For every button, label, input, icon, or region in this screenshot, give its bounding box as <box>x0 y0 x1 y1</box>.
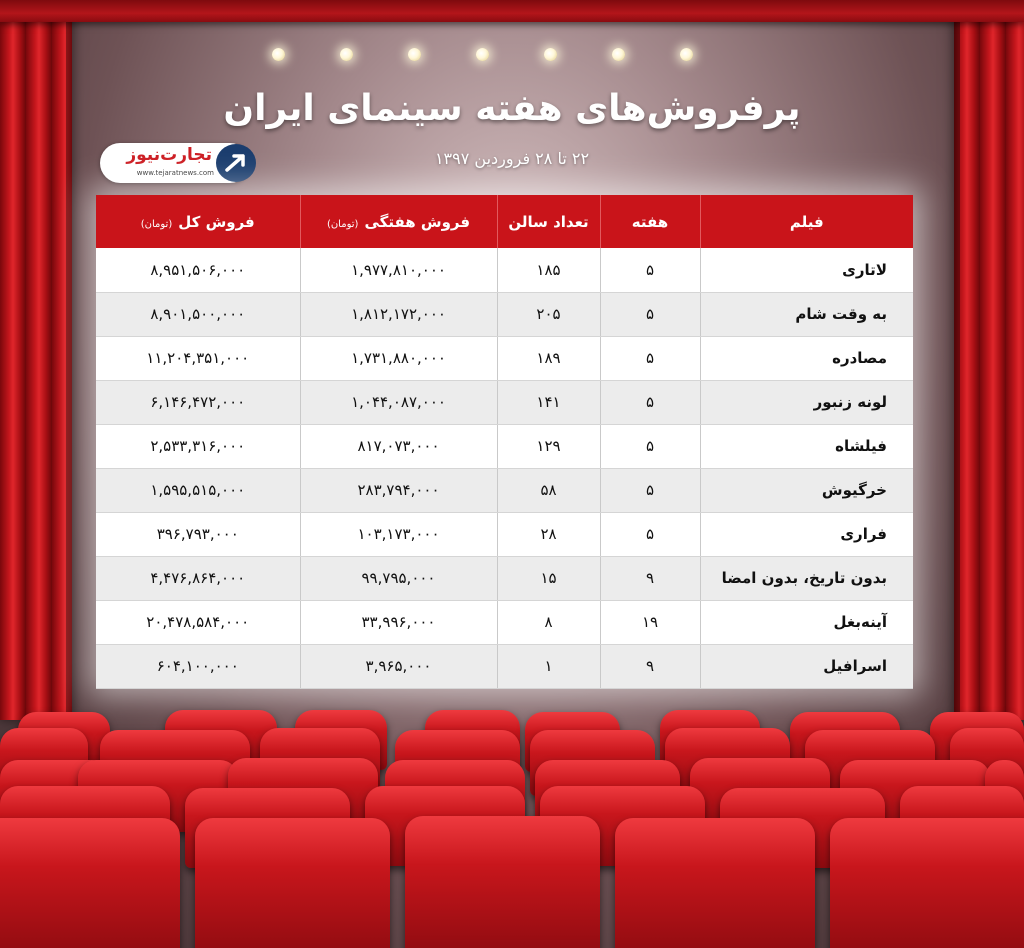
table-row <box>96 644 913 688</box>
weekly-sales: ۲۸۳,۷۹۴,۰۰۰ <box>300 468 497 512</box>
stage-light <box>680 48 693 61</box>
film-name: لونه زنبور <box>700 380 913 424</box>
week-count: ۵ <box>600 468 700 512</box>
cinema-seats <box>0 700 1024 948</box>
stage-light <box>408 48 421 61</box>
week-count: ۵ <box>600 424 700 468</box>
seat <box>830 818 1024 948</box>
total-sales: ۶۰۴,۱۰۰,۰۰۰ <box>96 644 300 688</box>
week-count: ۵ <box>600 248 700 292</box>
hall-count: ۱۲۹ <box>497 424 600 468</box>
stage-lights <box>272 48 740 62</box>
logo-url: www.tejaratnews.com <box>136 169 214 177</box>
curtain-valance <box>0 0 1024 22</box>
seat <box>0 818 180 948</box>
weekly-sales: ۳,۹۶۵,۰۰۰ <box>300 644 497 688</box>
weekly-sales: ۳۳,۹۹۶,۰۰۰ <box>300 600 497 644</box>
box-office-table <box>96 195 913 688</box>
week-count: ۹ <box>600 556 700 600</box>
week-count: ۵ <box>600 292 700 336</box>
logo-name: تجارت‌نیوز <box>126 145 212 165</box>
stage-light <box>272 48 285 61</box>
total-sales: ۸,۹۵۱,۵۰۶,۰۰۰ <box>96 248 300 292</box>
week-count: ۵ <box>600 512 700 556</box>
hall-count: ۲۸ <box>497 512 600 556</box>
hall-count: ۱۴۱ <box>497 380 600 424</box>
weekly-sales: ۸۱۷,۰۷۳,۰۰۰ <box>300 424 497 468</box>
table-row <box>96 424 913 468</box>
film-name: بدون تاریخ، بدون امضا <box>700 556 913 600</box>
table-row <box>96 336 913 380</box>
week-count: ۵ <box>600 336 700 380</box>
col-header-week: هفته <box>600 195 700 248</box>
stage-light <box>544 48 557 61</box>
col-header-film: فیلم <box>700 195 913 248</box>
table-row <box>96 600 913 644</box>
film-name: آینه‌بغل <box>700 600 913 644</box>
hall-count: ۵۸ <box>497 468 600 512</box>
film-name: به وقت شام <box>700 292 913 336</box>
total-sales: ۸,۹۰۱,۵۰۰,۰۰۰ <box>96 292 300 336</box>
total-sales: ۱۱,۲۰۴,۳۵۱,۰۰۰ <box>96 336 300 380</box>
weekly-sales: ۱,۸۱۲,۱۷۲,۰۰۰ <box>300 292 497 336</box>
total-sales: ۲۰,۴۷۸,۵۸۴,۰۰۰ <box>96 600 300 644</box>
film-name: فیلشاه <box>700 424 913 468</box>
weekly-sales: ۹۹,۷۹۵,۰۰۰ <box>300 556 497 600</box>
hall-count: ۱۸۵ <box>497 248 600 292</box>
table-header-row <box>96 195 913 248</box>
film-name: خرگیوش <box>700 468 913 512</box>
page-title: پرفروش‌های هفته سینمای ایران <box>223 88 801 129</box>
film-name: مصادره <box>700 336 913 380</box>
film-name: اسرافیل <box>700 644 913 688</box>
hall-count: ۱۵ <box>497 556 600 600</box>
stage-light <box>340 48 353 61</box>
table-row <box>96 556 913 600</box>
table-row <box>96 468 913 512</box>
total-sales: ۱,۵۹۵,۵۱۵,۰۰۰ <box>96 468 300 512</box>
total-sales: ۲,۵۳۳,۳۱۶,۰۰۰ <box>96 424 300 468</box>
week-count: ۹ <box>600 644 700 688</box>
weekly-sales: ۱,۹۷۷,۸۱۰,۰۰۰ <box>300 248 497 292</box>
col-header-weekly-sales: فروش هفتگی(تومان) <box>300 195 497 248</box>
seat <box>615 818 815 948</box>
table-row <box>96 292 913 336</box>
table-row <box>96 512 913 556</box>
total-sales: ۳۹۶,۷۹۳,۰۰۰ <box>96 512 300 556</box>
hall-count: ۱۸۹ <box>497 336 600 380</box>
weekly-sales: ۱۰۳,۱۷۳,۰۰۰ <box>300 512 497 556</box>
table-row <box>96 248 913 292</box>
stage-light <box>612 48 625 61</box>
week-count: ۵ <box>600 380 700 424</box>
total-sales: ۶,۱۴۶,۴۷۲,۰۰۰ <box>96 380 300 424</box>
tejaratnews-logo[interactable] <box>100 143 265 183</box>
hall-count: ۸ <box>497 600 600 644</box>
total-sales: ۴,۴۷۶,۸۶۴,۰۰۰ <box>96 556 300 600</box>
total-unit: (تومان) <box>140 218 173 230</box>
weekly-sales: ۱,۷۳۱,۸۸۰,۰۰۰ <box>300 336 497 380</box>
col-header-total-sales: فروش کل(تومان) <box>140 212 255 231</box>
table-row <box>96 380 913 424</box>
arrow-icon <box>216 144 256 182</box>
film-name: لاتاری <box>700 248 913 292</box>
film-name: فراری <box>700 512 913 556</box>
weekly-unit: (تومان) <box>326 218 359 230</box>
seat <box>195 818 390 948</box>
seat <box>405 816 600 948</box>
hall-count: ۱ <box>497 644 600 688</box>
week-count: ۱۹ <box>600 600 700 644</box>
col-header-halls: تعداد سالن <box>497 195 600 248</box>
stage-light <box>476 48 489 61</box>
weekly-sales: ۱,۰۴۴,۰۸۷,۰۰۰ <box>300 380 497 424</box>
hall-count: ۲۰۵ <box>497 292 600 336</box>
date-range: ۲۲ تا ۲۸ فروردین ۱۳۹۷ <box>434 149 590 168</box>
